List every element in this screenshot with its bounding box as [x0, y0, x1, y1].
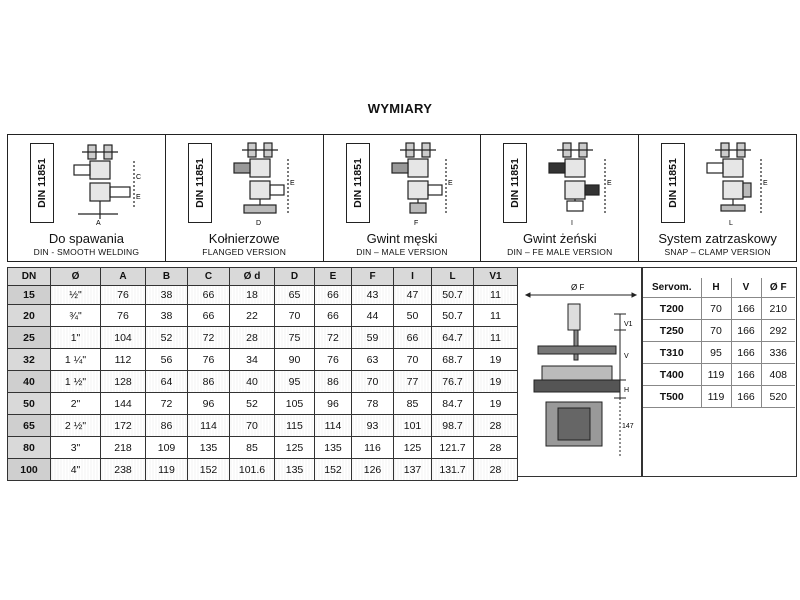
table-cell: 128	[101, 371, 146, 393]
table-cell: 11	[474, 327, 518, 349]
table-cell: 131.7	[432, 459, 474, 481]
table-cell: 1"	[51, 327, 101, 349]
table-row	[643, 320, 795, 342]
table-cell: 95	[701, 342, 731, 364]
table-cell: 70	[394, 349, 432, 371]
col-header: E	[315, 268, 352, 286]
table-cell: 70	[701, 320, 731, 342]
dimensions-table	[7, 267, 518, 481]
servo-table-cell	[642, 267, 797, 477]
table-header-row	[8, 268, 518, 286]
table-cell: 119	[701, 364, 731, 386]
dn-cell: 100	[8, 459, 51, 481]
table-cell: 18	[230, 286, 275, 305]
table-cell: 76	[315, 349, 352, 371]
din-label: DIN 11851	[351, 158, 364, 208]
dn-cell: 20	[8, 305, 51, 327]
table-cell: 76	[101, 305, 146, 327]
table-cell: 86	[146, 415, 188, 437]
table-cell: 144	[101, 393, 146, 415]
table-cell: 28	[474, 415, 518, 437]
din-label: DIN 11851	[36, 158, 48, 208]
drawing-label: V	[624, 353, 629, 360]
svg-text:L: L	[729, 220, 734, 227]
table-cell: 336	[761, 342, 795, 364]
svg-text:E: E	[289, 180, 295, 187]
table-cell: 43	[352, 286, 394, 305]
svg-text:E: E	[136, 194, 141, 201]
table-cell: 166	[731, 320, 761, 342]
table-cell: 47	[394, 286, 432, 305]
servo-name-cell: T310	[643, 342, 701, 364]
table-row	[643, 364, 795, 386]
table-header-row	[643, 278, 795, 298]
table-cell: 135	[315, 437, 352, 459]
dn-cell: 80	[8, 437, 51, 459]
table-cell: 85	[230, 437, 275, 459]
table-row	[8, 393, 518, 415]
col-header: Servom.	[643, 278, 701, 298]
dn-cell: 50	[8, 393, 51, 415]
table-cell: 44	[352, 305, 394, 327]
svg-text:E: E	[763, 180, 768, 187]
col-header: Ø F	[761, 278, 795, 298]
panel-sublabel: SNAP – CLAMP VERSION	[664, 247, 771, 257]
table-cell: 50	[394, 305, 432, 327]
table-cell: 77	[394, 371, 432, 393]
panel-female-thread	[481, 135, 639, 261]
panel-sublabel: DIN – FE MALE VERSION	[507, 247, 613, 257]
table-cell: 50.7	[432, 305, 474, 327]
svg-text:A: A	[96, 220, 101, 227]
actuator-drawing	[517, 267, 642, 477]
table-row	[8, 305, 518, 327]
table-cell: 2"	[51, 393, 101, 415]
table-cell: 210	[761, 298, 795, 320]
servo-name-cell: T400	[643, 364, 701, 386]
table-cell: 19	[474, 349, 518, 371]
table-row	[643, 386, 795, 408]
table-cell: 218	[101, 437, 146, 459]
table-cell: 93	[352, 415, 394, 437]
table-cell: 101.6	[230, 459, 275, 481]
table-cell: 34	[230, 349, 275, 371]
table-cell: 238	[101, 459, 146, 481]
table-cell: 85	[394, 393, 432, 415]
table-cell: 101	[394, 415, 432, 437]
clamp-valve-drawing-icon	[699, 139, 789, 229]
svg-text:I: I	[571, 220, 574, 227]
servomotor-table	[643, 278, 795, 408]
table-cell: 66	[394, 327, 432, 349]
table-cell: 76	[101, 286, 146, 305]
table-row	[8, 415, 518, 437]
table-cell: 72	[315, 327, 352, 349]
table-row	[8, 437, 518, 459]
din-standard-box	[661, 143, 685, 223]
col-header: V	[731, 278, 761, 298]
col-header: Ø d	[230, 268, 275, 286]
servo-name-cell: T500	[643, 386, 701, 408]
table-cell: 96	[315, 393, 352, 415]
col-header: V1	[474, 268, 518, 286]
din-label: DIN 11851	[509, 158, 522, 208]
table-cell: 66	[188, 305, 230, 327]
table-cell: 63	[352, 349, 394, 371]
dn-cell: 32	[8, 349, 51, 371]
panel-label: Kołnierzowe	[208, 231, 280, 246]
table-cell: 104	[101, 327, 146, 349]
dn-cell: 40	[8, 371, 51, 393]
table-cell: 166	[731, 364, 761, 386]
table-cell: 98.7	[432, 415, 474, 437]
flanged-valve-drawing-icon	[226, 139, 316, 229]
table-cell: 19	[474, 393, 518, 415]
table-cell: 52	[230, 393, 275, 415]
panel-label: System zatrzaskowy	[658, 231, 777, 246]
col-header: I	[394, 268, 432, 286]
table-cell: 65	[275, 286, 315, 305]
table-cell: 22	[230, 305, 275, 327]
servo-name-cell: T200	[643, 298, 701, 320]
col-header: C	[188, 268, 230, 286]
col-header: F	[352, 268, 394, 286]
table-cell: 520	[761, 386, 795, 408]
col-header: Ø	[51, 268, 101, 286]
dn-cell: 25	[8, 327, 51, 349]
table-cell: 19	[474, 371, 518, 393]
panel-snap-clamp	[639, 135, 796, 261]
table-cell: 68.7	[432, 349, 474, 371]
table-row	[8, 459, 518, 481]
table-cell: ¾"	[51, 305, 101, 327]
table-cell: 11	[474, 286, 518, 305]
table-cell: 105	[275, 393, 315, 415]
col-header: L	[432, 268, 474, 286]
din-standard-box	[30, 143, 54, 223]
table-cell: 64	[146, 371, 188, 393]
table-row	[643, 342, 795, 364]
table-row	[8, 371, 518, 393]
table-cell: 40	[230, 371, 275, 393]
panel-smooth-welding	[8, 135, 166, 261]
table-cell: 86	[315, 371, 352, 393]
svg-text:E: E	[447, 180, 453, 187]
panel-label: Gwint męski	[366, 231, 438, 246]
table-cell: 109	[146, 437, 188, 459]
page-title: WYMIARY	[367, 101, 433, 116]
table-cell: 64.7	[432, 327, 474, 349]
table-cell: 70	[230, 415, 275, 437]
table-cell: 408	[761, 364, 795, 386]
table-cell: 114	[188, 415, 230, 437]
table-cell: 66	[315, 305, 352, 327]
table-cell: 66	[315, 286, 352, 305]
table-cell: 70	[701, 298, 731, 320]
table-cell: 137	[394, 459, 432, 481]
panel-male-thread	[324, 135, 482, 261]
table-cell: 135	[188, 437, 230, 459]
table-cell: 172	[101, 415, 146, 437]
din-standard-box	[188, 143, 212, 223]
table-cell: 70	[275, 305, 315, 327]
table-cell: 28	[474, 459, 518, 481]
table-cell: 59	[352, 327, 394, 349]
table-cell: 38	[146, 305, 188, 327]
table-cell: 166	[731, 342, 761, 364]
table-cell: 126	[352, 459, 394, 481]
table-cell: 292	[761, 320, 795, 342]
table-cell: 28	[230, 327, 275, 349]
table-cell: 125	[394, 437, 432, 459]
table-cell: 115	[275, 415, 315, 437]
table-cell: 4"	[51, 459, 101, 481]
panel-label: Gwint żeński	[522, 231, 597, 246]
drawing-label: H	[624, 387, 630, 394]
panel-sublabel: DIN - SMOOTH WELDING	[33, 247, 140, 257]
table-cell: 11	[474, 305, 518, 327]
table-row	[8, 286, 518, 305]
dn-cell: 15	[8, 286, 51, 305]
table-cell: 72	[146, 393, 188, 415]
table-cell: 135	[275, 459, 315, 481]
drawing-label: V1	[624, 321, 633, 328]
panel-label: Do spawania	[48, 231, 124, 246]
table-cell: 96	[188, 393, 230, 415]
table-row	[8, 327, 518, 349]
female-thread-valve-drawing-icon	[541, 139, 631, 229]
din-standard-box	[503, 143, 527, 223]
col-header: H	[701, 278, 731, 298]
svg-text:F: F	[413, 220, 418, 227]
table-cell: 52	[146, 327, 188, 349]
panel-sublabel: DIN – MALE VERSION	[356, 247, 448, 257]
table-cell: 116	[352, 437, 394, 459]
din-standard-box	[346, 143, 370, 223]
table-cell: 152	[188, 459, 230, 481]
table-cell: 86	[188, 371, 230, 393]
table-cell: 76	[188, 349, 230, 371]
table-cell: 2 ½"	[51, 415, 101, 437]
table-cell: 38	[146, 286, 188, 305]
drawing-label: Ø F	[571, 283, 585, 292]
table-cell: 72	[188, 327, 230, 349]
table-cell: ½"	[51, 286, 101, 305]
panel-sublabel: FLANGED VERSION	[202, 247, 287, 257]
din-label: DIN 11851	[193, 158, 206, 208]
weld-valve-drawing-icon	[68, 139, 158, 229]
svg-text:E: E	[607, 180, 613, 187]
table-cell: 121.7	[432, 437, 474, 459]
panel-flanged	[166, 135, 324, 261]
table-cell: 70	[352, 371, 394, 393]
col-header: D	[275, 268, 315, 286]
table-cell: 3"	[51, 437, 101, 459]
col-header: DN	[8, 268, 51, 286]
table-cell: 78	[352, 393, 394, 415]
table-cell: 56	[146, 349, 188, 371]
table-row	[643, 298, 795, 320]
table-cell: 84.7	[432, 393, 474, 415]
svg-text:C: C	[136, 174, 142, 181]
table-cell: 66	[188, 286, 230, 305]
table-cell: 76.7	[432, 371, 474, 393]
servo-name-cell: T250	[643, 320, 701, 342]
drawing-label: 147	[622, 423, 634, 430]
table-cell: 166	[731, 298, 761, 320]
col-header: B	[146, 268, 188, 286]
table-cell: 90	[275, 349, 315, 371]
table-row	[8, 349, 518, 371]
table-cell: 75	[275, 327, 315, 349]
table-cell: 28	[474, 437, 518, 459]
table-cell: 1 ¼"	[51, 349, 101, 371]
table-cell: 152	[315, 459, 352, 481]
table-cell: 112	[101, 349, 146, 371]
svg-text:D: D	[255, 220, 261, 227]
table-cell: 50.7	[432, 286, 474, 305]
male-thread-valve-drawing-icon	[384, 139, 474, 229]
connection-types-header	[7, 134, 797, 262]
dn-cell: 65	[8, 415, 51, 437]
table-cell: 114	[315, 415, 352, 437]
table-cell: 119	[701, 386, 731, 408]
table-cell: 125	[275, 437, 315, 459]
col-header: A	[101, 268, 146, 286]
din-label: DIN 11851	[667, 158, 680, 208]
table-cell: 95	[275, 371, 315, 393]
actuator-drawing-icon	[518, 268, 641, 476]
table-cell: 1 ½"	[51, 371, 101, 393]
table-cell: 166	[731, 386, 761, 408]
table-cell: 119	[146, 459, 188, 481]
